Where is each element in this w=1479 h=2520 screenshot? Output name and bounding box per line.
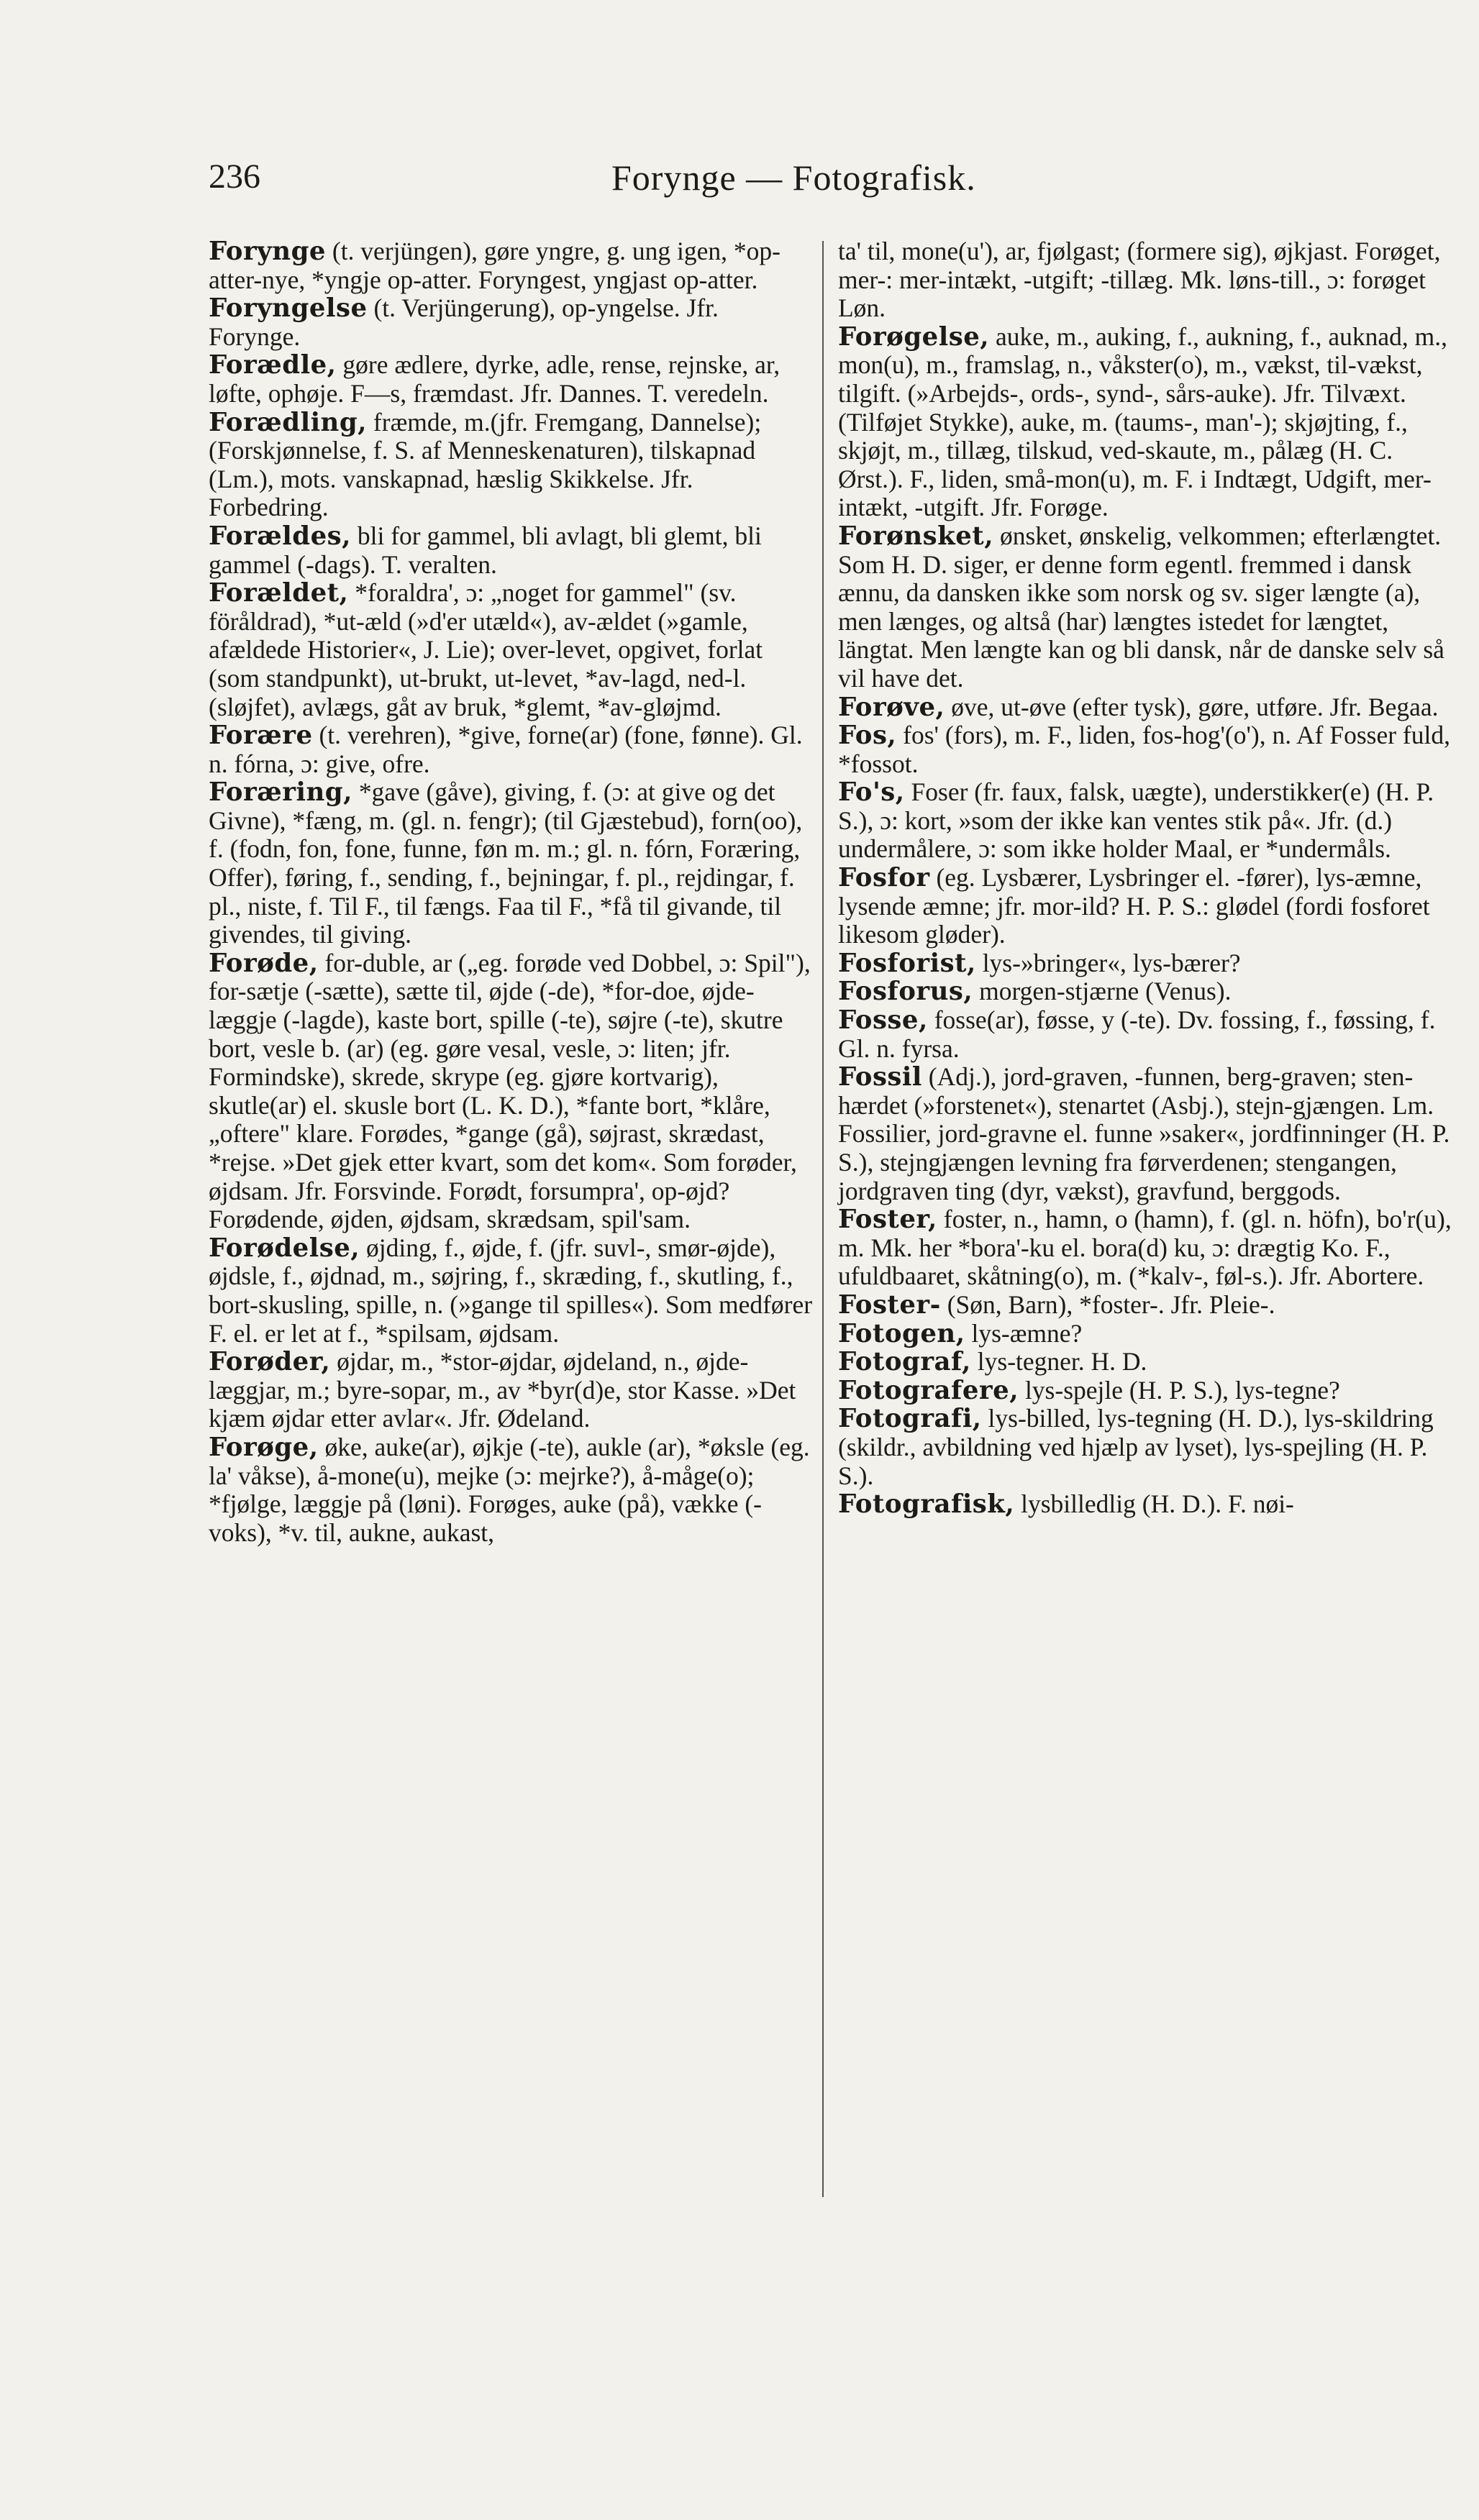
entry-headword: Foræring, bbox=[209, 777, 352, 808]
running-head: Forynge — Fotografisk. bbox=[611, 158, 976, 198]
entry-definition: ønsket, ønskelig, velkommen; efterlængtet. Som H. D. siger, er denne form egentl. fremmed i dansk ænnu, da dansken ikke som norsk og sv. siger længte (a), men længes, og altså (har) længtes istedet for længtet, längtat. Men længte kan og bli dansk, når de danske selv så vil have det. bbox=[838, 521, 1444, 693]
entry-headword: Fotografi, bbox=[838, 1404, 982, 1434]
dictionary-entry bbox=[838, 323, 1457, 522]
entry-definition: *gave (gåve), giving, f. (ɔ: at give og det Givne), *fæng, m. (gl. n. fengr); (til Gjæstebud), forn(oo), f. (fodn, fon, fone, funne, føn m. m.; gl. n. fórn, Foræring, Offer), føring, f., sending, f., bejningar, f. pl., rejdingar, f. pl., niste, f. Til F., til fængs. Faa til F., *få til givande, til givendes, til giving. bbox=[209, 777, 803, 949]
dictionary-entry bbox=[838, 1006, 1457, 1063]
entry-definition: lys-spejle (H. P. S.), lys-tegne? bbox=[1019, 1375, 1340, 1405]
entry-definition: øjding, f., øjde, f. (jfr. suvl-, smør-øjde), øjdsle, f., øjdnad, m., søjring, f., skræding, f., skutling, f., bort-skusling, spille, n. (»gange til spilles«). Som medfører F. el. er let at f., *spilsam, øjdsam. bbox=[209, 1233, 813, 1348]
entry-definition: øjdar, m., *stor-øjdar, øjdeland, n., øjde-læggjar, m.; byre-sopar, m., av *byr(d)e, stor Kasse. »Det kjæm øjdar etter avlar«. Jfr. Ødeland. bbox=[209, 1347, 796, 1433]
dictionary-entry bbox=[209, 237, 813, 294]
page-number: 236 bbox=[209, 158, 260, 196]
entry-definition: (Adj.), jord-graven, -funnen, berg-graven; sten-hærdet (»forstenet«), stenartet (Asbj.), stejn-gjængen. Lm. Fossilier, jord-gravne el. funne »saker«, jordfinninger (H. P. S.), stejngjængen levning fra førverdenen; stengangen, jordgraven ting (dyr, vækst), gravfund, berggods. bbox=[838, 1062, 1450, 1205]
entry-headword: Forøgelse, bbox=[838, 321, 990, 352]
entry-headword: Foryngelse bbox=[209, 293, 368, 324]
entry-headword: Fo's, bbox=[838, 777, 905, 808]
entry-definition: foster, n., hamn, o (hamn), f. (gl. n. höfn), bo'r(u), m. Mk. her *bora'-ku el. bora(d) ku, ɔ: drægtig Ko. F., ufuldbaaret, skåtning(o), m. (*kalv-, føl-s.). Jfr. Abortere. bbox=[838, 1205, 1452, 1291]
entry-headword: Foster- bbox=[838, 1289, 941, 1320]
entry-headword: Forædle, bbox=[209, 350, 337, 380]
dictionary-entry bbox=[838, 949, 1457, 978]
entry-headword: Forædling, bbox=[209, 407, 368, 437]
entry-headword: Fosfor bbox=[838, 863, 930, 893]
dictionary-entry bbox=[838, 977, 1457, 1006]
entry-definition: øve, ut-øve (efter tysk), gøre, utføre. Jfr. Begaa. bbox=[945, 692, 1439, 721]
dictionary-entry bbox=[838, 1377, 1457, 1405]
dictionary-entry bbox=[838, 1205, 1457, 1291]
entry-headword: Foster, bbox=[838, 1205, 937, 1235]
entry-headword: Forøder, bbox=[209, 1347, 331, 1377]
dictionary-entry bbox=[838, 1063, 1457, 1205]
entry-definition: øke, auke(ar), øjkje (-te), aukle (ar), *økslе (eg. la' våkse), å-mone(u), mejke (ɔ: mejrke?), å-måge(o); *fjølge, læggje på (løni). Forøges, auke (på), vække (-voks), *v. til, aukne, aukast, bbox=[209, 1432, 810, 1547]
dictionary-entry bbox=[209, 1234, 813, 1348]
entry-headword: Fotogen, bbox=[838, 1318, 965, 1348]
entry-headword: Forøge, bbox=[209, 1432, 319, 1462]
entry-definition: fos' (fors), m. F., liden, fos-hog'(o'), n. Af Fosser fuld, *fossot. bbox=[838, 721, 1450, 778]
entry-headword: Forældet, bbox=[209, 578, 349, 608]
entry-headword: Forældes, bbox=[209, 521, 351, 551]
entry-definition: *foraldra', ɔ: „noget for gammel" (sv. föråldrad), *ut-æld (»d'er utæld«), av-ældet (»gamle, afældede Historier«, J. Lie); over-levet, opgivet, forlat (som standpunkt), ut-brukt, ut-levet, *av-lagd, ned-l. (sløjfet), avlægs, gåt av bruk, *glemt, *av-gløjmd. bbox=[209, 578, 763, 721]
entry-headword: Fosforist, bbox=[838, 948, 976, 978]
dictionary-entry bbox=[838, 237, 1457, 323]
entry-definition: lys-tegner. H. D. bbox=[970, 1347, 1147, 1377]
dictionary-entry bbox=[838, 1405, 1457, 1490]
entry-headword: Fosforus, bbox=[838, 977, 973, 1007]
dictionary-entry bbox=[209, 949, 813, 1234]
entry-headword: Fos, bbox=[838, 721, 897, 751]
entry-definition: (t. verjüngen), gøre yngre, g. ung igen, *op-atter-nye, *yngje op-atter. Foryngest, yngjast op-atter. bbox=[209, 237, 781, 294]
dictionary-entry bbox=[838, 522, 1457, 693]
dictionary-entry bbox=[838, 864, 1457, 949]
page-header bbox=[209, 157, 1288, 207]
entry-definition: (eg. Lysbærer, Lysbringer el. -fører), lys-æmne, lysende æmne; jfr. mor-ild? H. P. S.: glødel (fordi fosforet likesom gløder). bbox=[838, 863, 1430, 949]
entry-headword: Fotografisk, bbox=[838, 1489, 1015, 1520]
entry-definition: morgen-stjærne (Venus). bbox=[973, 977, 1232, 1006]
entry-definition: bli for gammel, bli avlagt, bli glemt, bli gammel (-dags). T. veralten. bbox=[209, 521, 762, 579]
entry-definition: (t. verehren), *give, forne(ar) (fone, fønne). Gl. n. fórna, ɔ: give, ofre. bbox=[209, 721, 803, 778]
dictionary-entry bbox=[209, 721, 813, 778]
dictionary-entry bbox=[209, 408, 813, 522]
entry-definition: ta' til, mone(u'), ar, fjølgast; (formere sig), øjkjast. Forøget, mer-: mer-intækt, -utgift; -tillæg. Mk. løns-till., ɔ: forøget Løn. bbox=[838, 237, 1441, 323]
dictionary-entry bbox=[209, 522, 813, 579]
entry-definition: lys-»bringer«, lys-bærer? bbox=[975, 948, 1241, 977]
dictionary-entry bbox=[209, 1433, 813, 1547]
entry-definition: (Søn, Barn), *foster-. Jfr. Pleie-. bbox=[940, 1289, 1275, 1319]
dictionary-entry bbox=[838, 721, 1457, 778]
right-column bbox=[838, 237, 1457, 1519]
entry-definition: lys-æmne? bbox=[965, 1318, 1083, 1348]
entry-headword: Forødelse, bbox=[209, 1233, 360, 1263]
dictionary-entry bbox=[209, 778, 813, 949]
entry-headword: Forøve, bbox=[838, 692, 945, 722]
dictionary-entry bbox=[838, 1348, 1457, 1377]
entry-headword: Fotograf, bbox=[838, 1347, 971, 1377]
column-divider bbox=[822, 241, 824, 2197]
entry-definition: auke, m., auking, f., aukning, f., auknad, m., mon(u), m., framslag, n., våkster(o), m., vækst, til-vækst, tilgift. (»Arbejds-, ords-, synd-, sårs-auke). Jfr. Tilvæxt. (Tilføjet Stykke), auke, m. (taums-, man'-); skjøjting, f., skjøjt, m., tillæg, tilskud, ved-skaute, m., pålæg (H. C. Ørst.). F., liden, små-mon(u), m. F. i Indtægt, Udgift, mer-intækt, -utgift. Jfr. Forøge. bbox=[838, 321, 1448, 522]
entry-definition: lys-billed, lys-tegning (H. D.), lys-skildring (skildr., avbildning ved hjælp av lyset), lys-spejling (H. P. S.). bbox=[838, 1404, 1434, 1490]
entry-definition: fræmde, m.(jfr. Fremgang, Dannelse); (Forskjønnelse, f. S. af Menneskenaturen), tilskapnad (Lm.), mots. vanskapnad, hæslig Skikkelse. Jfr. Forbedring. bbox=[209, 407, 762, 522]
dictionary-entry bbox=[209, 579, 813, 721]
dictionary-entry bbox=[209, 351, 813, 408]
entry-definition: lysbilledlig (H. D.). F. nøi- bbox=[1014, 1489, 1294, 1519]
entry-headword: Fosse, bbox=[838, 1005, 928, 1036]
entry-headword: Forøde, bbox=[209, 948, 319, 978]
dictionary-entry bbox=[838, 693, 1457, 722]
entry-headword: Fotografere, bbox=[838, 1375, 1019, 1405]
entry-headword: Forære bbox=[209, 721, 313, 751]
dictionary-entry bbox=[209, 1348, 813, 1433]
entry-headword: Forynge bbox=[209, 237, 326, 266]
left-column bbox=[209, 237, 813, 1547]
dictionary-entry bbox=[838, 778, 1457, 864]
entry-definition: Foser (fr. faux, falsk, uægte), understikker(e) (H. P. S.), ɔ: kort, »som der ikke kan ventes stik på«. Jfr. (d.) undermålere, ɔ: som ikke holder Maal, er *undermåls. bbox=[838, 777, 1434, 864]
dictionary-entry bbox=[838, 1291, 1457, 1320]
dictionary-entry bbox=[209, 294, 813, 351]
entry-headword: Forønsket, bbox=[838, 521, 994, 551]
dictionary-entry bbox=[838, 1490, 1457, 1519]
entry-definition: (t. Verjüngerung), op-yngelse. Jfr. Forynge. bbox=[209, 293, 719, 351]
entry-definition: fosse(ar), føsse, y (-te). Dv. fossing, f., føssing, f. Gl. n. fyrsa. bbox=[838, 1005, 1436, 1063]
entry-definition: for-duble, ar („eg. forøde ved Dobbel, ɔ: Spil"), for-sætje (-sætte), sætte til, øjde (-de), *for-doe, øjde-læggje (-lagde), kaste bort, spille (-te), søjre (-te), skutre bort, vesle b. (ar) (eg. gøre vesal, vesle, ɔ: liten; jfr. Formindske), skrede, skrype (eg. gjøre kortvarig), skutle(ar) el. skusle bort (L. K. D.), *fante bort, *klåre, „oftere" klare. Forødes, *gange (gå), søjrast, skrædast, *rejse. »Det gjek etter kvart, som det kom«. Som forøder, øjdsam. Jfr. Forsvinde. Forødt, forsumpra', op-øjd? Forødende, øjden, øjdsam, skrædsam, spil'sam. bbox=[209, 948, 811, 1234]
dictionary-entry bbox=[838, 1320, 1457, 1348]
entry-definition: gøre ædlere, dyrke, adle, rense, rejnske, ar, løfte, ophøje. F—s, fræmdast. Jfr. Dannes. T. veredeln. bbox=[209, 350, 781, 408]
entry-headword: Fossil bbox=[838, 1062, 922, 1092]
